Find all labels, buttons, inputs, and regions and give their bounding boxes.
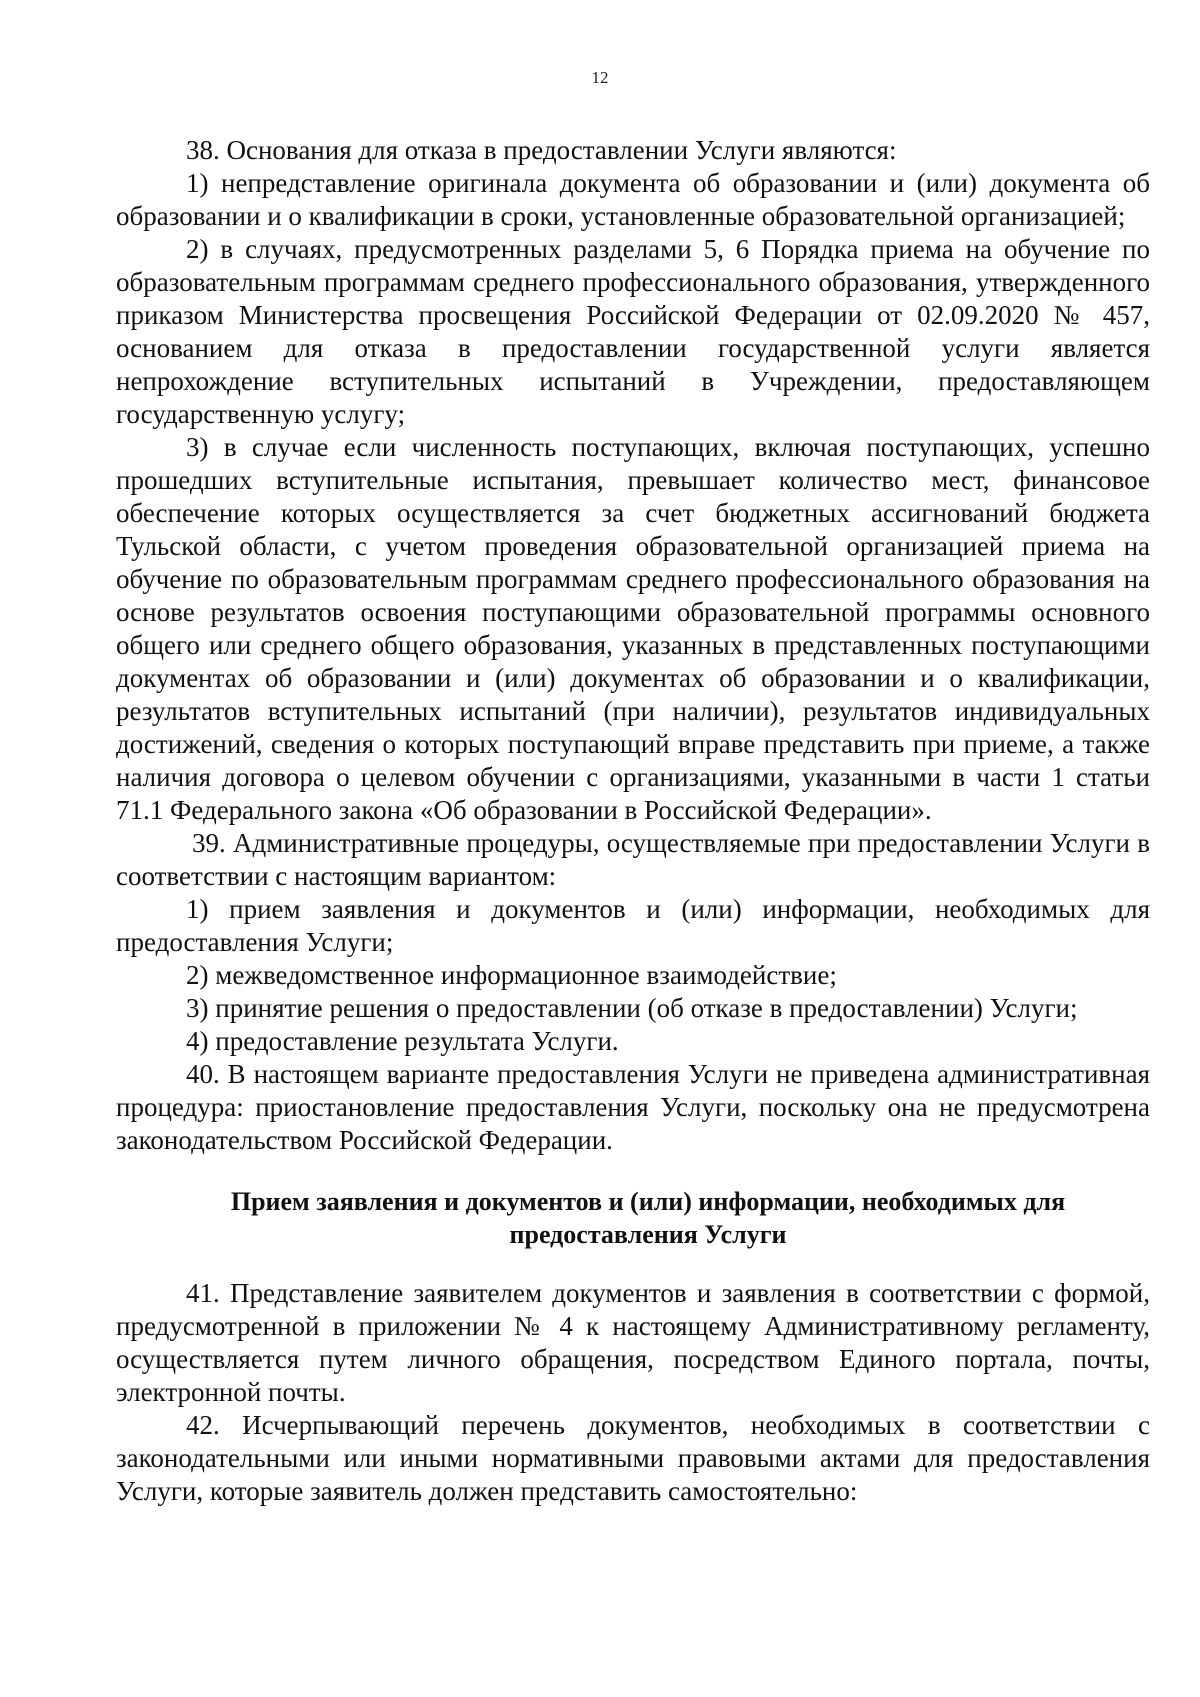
paragraph-39: 39. Административные процедуры, осуществляемые при предоставлении Услуги в соответствии с настоящим вариантом:	[116, 828, 1150, 891]
paragraph-38: 38. Основания для отказа в предоставлении Услуги являются:	[186, 135, 897, 165]
paragraph-38-item-1: 1) непредставление оригинала документа об образовании и (или) документа об образовании и о квалификации в сроки, установленные образовательной организацией;	[116, 168, 1150, 231]
paragraph-39-item-4: 4) предоставление результата Услуги.	[186, 1026, 619, 1056]
paragraph-39-item-3: 3) принятие решения о предоставлении (об отказе в предоставлении) Услуги;	[186, 993, 1078, 1023]
paragraph-40: 40. В настоящем варианте предоставления Услуги не приведена административная процедура: приостановление предоставления Услуги, поскольку она не предусмотрена законодательством Российской Федерации.	[116, 1059, 1150, 1155]
paragraph-41: 41. Представление заявителем документов и заявления в соответствии с формой, предусмотренной в приложении № 4 к настоящему Административному регламенту, осуществляется путем личного обращения, посредством Единого портала, почты, электронной почты.	[116, 1278, 1150, 1407]
paragraph-39-item-2: 2) межведомственное информационное взаимодействие;	[186, 960, 837, 990]
page-number: 12	[591, 68, 609, 87]
paragraph-39-item-1: 1) прием заявления и документов и (или) информации, необходимых для предоставления Услуги;	[116, 894, 1150, 957]
paragraph-38-item-2: 2) в случаях, предусмотренных разделами 5, 6 Порядка приема на обучение по образовательным программам среднего профессионального образования, утвержденного приказом Министерства просвещения Российской Федерации от 02.09.2020 № 457, основанием для отказа в предоставлении государственной услуги является непрохождение вступительных испытаний в Учреждении, предоставляющем государственную услугу;	[116, 234, 1150, 429]
section-heading: Прием заявления и документов и (или) информации, необходимых для предоставления Услуги	[230, 1187, 1066, 1249]
paragraph-38-item-3: 3) в случае если численность поступающих, включая поступающих, успешно прошедших вступительные испытания, превышает количество мест, финансовое обеспечение которых осуществляется за счет бюджетных ассигнований бюджета Тульской области, с учетом проведения образовательной организацией приема на обучение по образовательным программам среднего профессионального образования на основе результатов освоения поступающими образовательной программы основного общего или среднего общего образования, указанных в представленных поступающими документах об образовании и (или) документах об образовании и о квалификации, результатов вступительных испытаний (при наличии), результатов индивидуальных достижений, сведения о которых поступающий вправе представить при приеме, а также наличия договора о целевом обучении с организациями, указанными в части 1 статьи 71.1 Федерального закона «Об образовании в Российской Федерации».	[116, 432, 1150, 825]
paragraph-42: 42. Исчерпывающий перечень документов, необходимых в соответствии с законодательными или иными нормативными правовыми актами для предоставления Услуги, которые заявитель должен представить самостоятельно:	[116, 1410, 1150, 1506]
document-body	[116, 134, 1150, 1508]
